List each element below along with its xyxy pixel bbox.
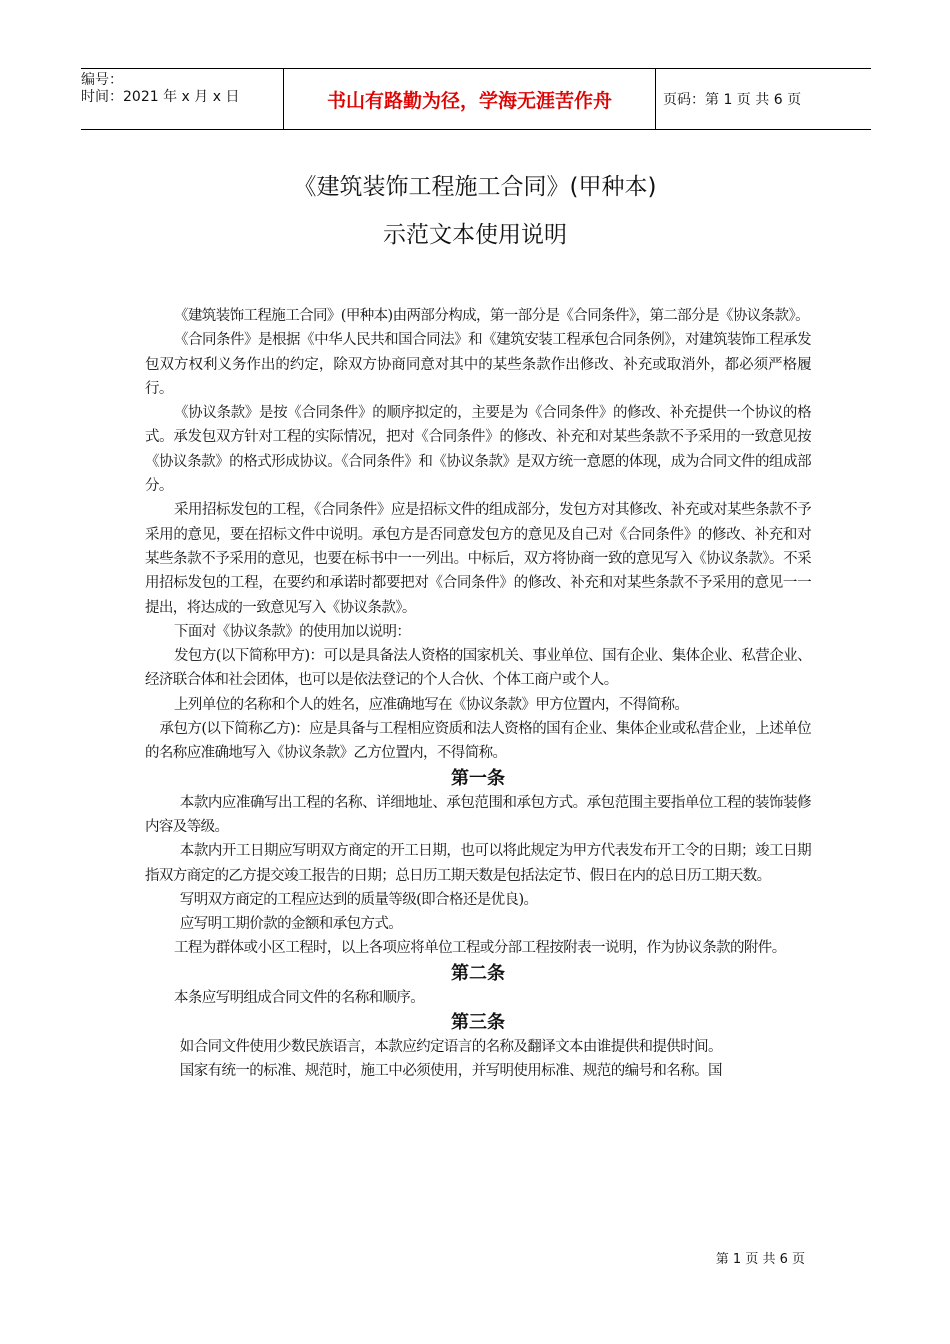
number-label: 编号： <box>81 72 123 88</box>
header-page-info: 页码：第 1 页 共 6 页 <box>663 92 802 108</box>
section-heading: 第一条 <box>451 767 505 789</box>
paragraph: 《建筑装饰工程施工合同》(甲种本)由两部分构成，第一部分是《合同条件》，第二部分是《协议条款》。 <box>174 308 810 324</box>
document-subtitle: 示范文本使用说明 <box>383 222 567 248</box>
page-header <box>81 68 871 130</box>
paragraph: 发包方(以下简称甲方)：可以是具备法人资格的国家机关、事业单位、国有企业、集体企业、私营企业、经济联合体和社会团体，也可以是依法登记的个人合伙、个体工商户或个人。 <box>145 648 811 689</box>
paragraph: 如合同文件使用少数民族语言，本款应约定语言的名称及翻译文本由谁提供和提供时间。 <box>179 1039 722 1056</box>
document-body <box>145 304 811 1084</box>
page-footer: 第 1 页 共 6 页 <box>715 1252 805 1267</box>
paragraph: 下面对《协议条款》的使用加以说明： <box>174 623 411 640</box>
document-title: 《建筑装饰工程施工合同》(甲种本) <box>293 174 657 200</box>
paragraph: 工程为群体或小区工程时，以上各项应将单位工程或分部工程按附表一说明，作为协议条款的附件。 <box>174 940 786 957</box>
header-motto: 书山有路勤为径，学海无涯苦作舟 <box>283 69 656 129</box>
paragraph: 采用招标发包的工程，《合同条件》应是招标文件的组成部分，发包方对其修改、补充或对某些条款不予采用的意见，要在招标文件中说明。承包方是否同意发包方的意见及自己对《合同条件》的修改、补充和对某些条款不予采用的意见，也要在标书中一一列出。中标后，双方将协商一致的意见写入《协议条款》。不采用招标发包的工程，在要约和承诺时都要把对《合同条件》的修改、补充和对某些条款不予采用的意见一一提出，将达成的一致意见写入《协议条款》。 <box>145 502 811 616</box>
paragraph: 《协议条款》是按《合同条件》的顺序拟定的，主要是为《合同条件》的修改、补充提供一个协议的格式。承发包双方针对工程的实际情况，把对《合同条件》的修改、补充和对某些条款不予采用的一致意见按《协议条款》的格式形成协议。《合同条件》和《协议条款》是双方统一意愿的体现，成为合同文件的组成部分。 <box>145 405 811 495</box>
section-heading: 第三条 <box>451 1012 505 1034</box>
paragraph: 上列单位的名称和个人的姓名，应准确地写在《协议条款》甲方位置内，不得简称。 <box>174 696 689 713</box>
paragraph: 应写明工期价款的金额和承包方式。 <box>179 916 403 933</box>
paragraph: 国家有统一的标准、规范时，施工中必须使用，并写明使用标准、规范的编号和名称。国 <box>179 1063 722 1080</box>
paragraph: 承包方(以下简称乙方)：应是具备与工程相应资质和法人资格的国有企业、集体企业或私营企业，上述单位的名称应准确地写入《协议条款》乙方位置内，不得简称。 <box>145 721 811 762</box>
section-heading: 第二条 <box>451 962 505 984</box>
paragraph: 本条应写明组成合同文件的名称和顺序。 <box>174 989 425 1006</box>
paragraph: 本款内开工日期应写明双方商定的开工日期，也可以将此规定为甲方代表发布开工令的日期；竣工日期指双方商定的乙方提交竣工报告的日期；总日历工期天数是包括法定节、假日在内的总日历工期天数。 <box>145 843 811 884</box>
time-label: 时间：2021 年 x 月 x 日 <box>81 89 240 105</box>
paragraph: 写明双方商定的工程应达到的质量等级(即合格还是优良)。 <box>179 891 538 908</box>
paragraph: 《合同条件》是根据《中华人民共和国合同法》和《建筑安装工程承包合同条例》，对建筑装饰工程承发包双方权利义务作出的约定，除双方协商同意对其中的某些条款作出修改、补充或取消外，都必须严格履行。 <box>145 332 811 397</box>
header-left <box>81 69 283 129</box>
paragraph: 本款内应准确写出工程的名称、详细地址、承包范围和承包方式。承包范围主要指单位工程的装饰装修内容及等级。 <box>145 794 811 835</box>
